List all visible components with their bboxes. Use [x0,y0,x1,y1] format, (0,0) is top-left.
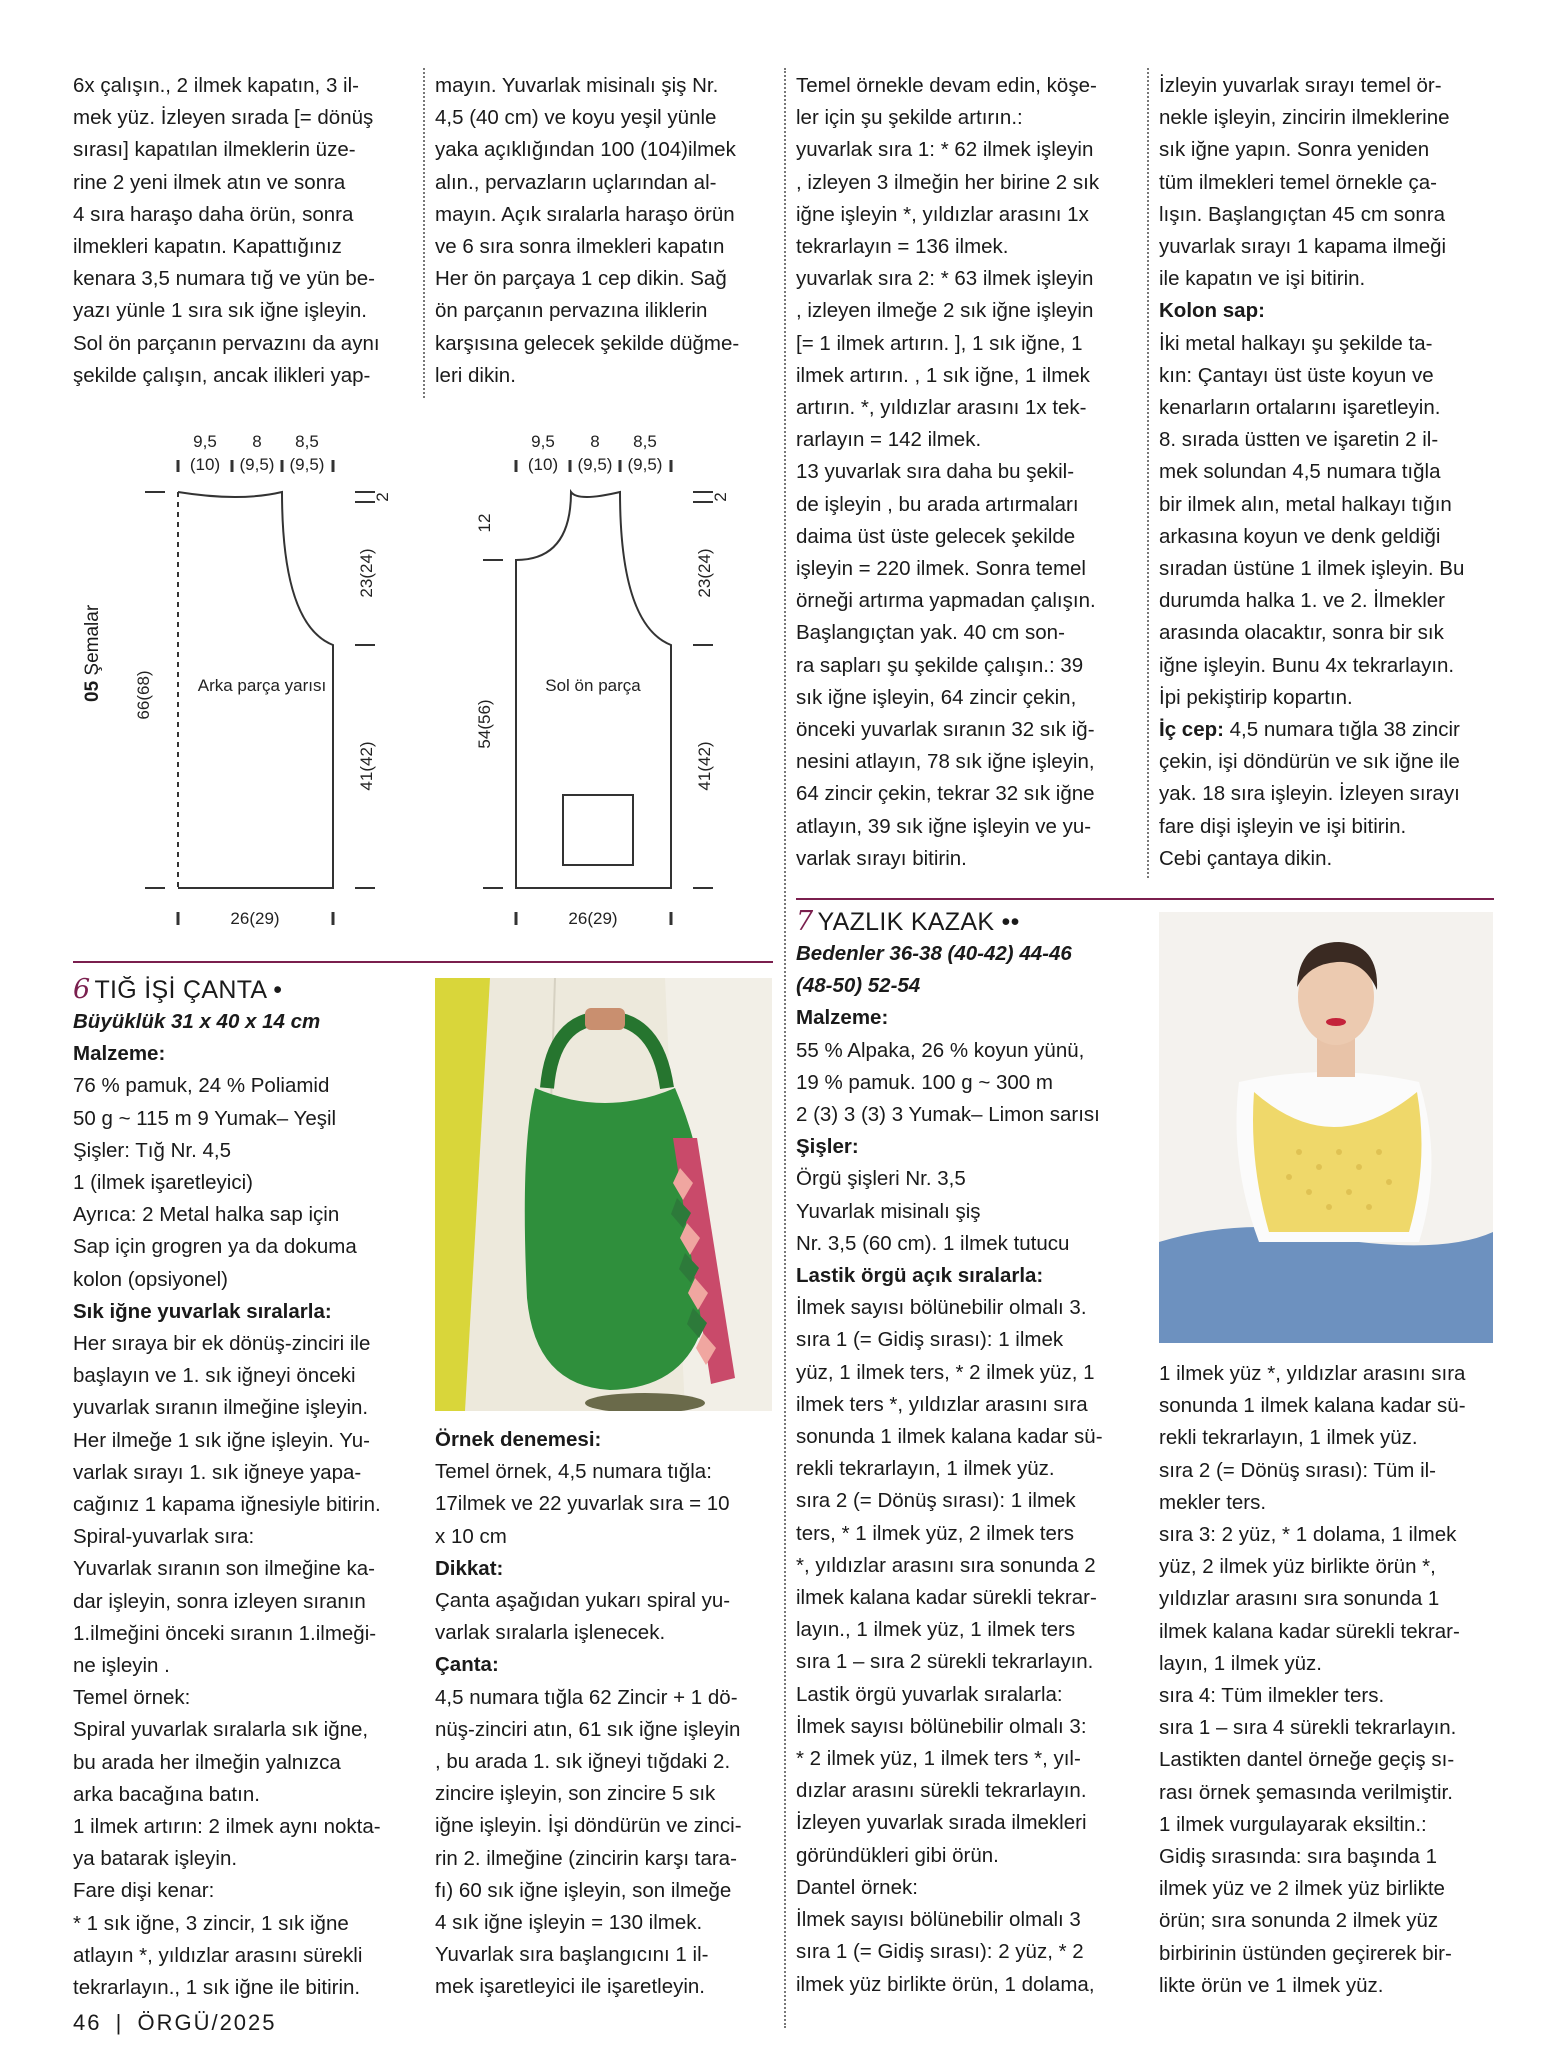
text-line: sıra 4: Tüm ilmekler ters. [1159,1684,1385,1708]
text-line: mekler ters. [1159,1490,1267,1514]
side-tab-label: Şemalar [82,604,103,676]
front-right-dim: 41(42) [695,741,714,791]
column-separator [784,68,786,2028]
text-line: 2 (3) 3 (3) 3 Yumak– Limon sarısı [796,1103,1100,1127]
text-line: lışın. Başlangıçtan 45 cm sonra [1159,202,1446,226]
section6-right [435,1424,772,2004]
text-line: *, yıldızlar arasını sıra sonunda 2 [796,1553,1096,1577]
text-line: 50 g ~ 115 m 9 Yumak– Yeşil [73,1106,337,1130]
section7-right [1159,1358,1493,2002]
text-line: mayın. Açık sıralarla haraşo örün [435,202,735,226]
front-top-dim-alt: (9,5) [627,455,663,474]
text-line: sıra 2 (= Dönüş sırası): Tüm il- [1159,1458,1437,1482]
text-line: önceki yuvarlak sıranın 32 sık iğ- [796,718,1095,742]
text-line: Temel örnekle devam edin, köşe- [796,74,1097,97]
text-line: sonunda 1 ilmek kalana kadar sü- [796,1425,1103,1449]
text-line: mek solundan 4,5 numara tığla [1159,460,1441,484]
front-label: Sol ön parça [545,676,641,695]
text-line: Sap için grogren ya da dokuma [73,1235,357,1259]
text-line: sırası] kapatılan ilmeklerin üze- [73,138,356,162]
back-right-dim: 41(42) [357,741,376,791]
text-line: örneği artırma yapmadan çalışın. [796,589,1096,613]
text-line: rası örnek şemasında verilmiştir. [1159,1780,1453,1804]
text-line: rekli tekrarlayın, 1 ilmek yüz. [1159,1426,1418,1450]
text-line: 64 zincir çekin, tekrar 32 sık iğne [796,782,1095,806]
text-line: başlayın ve 1. sık iğneyi önceki [73,1364,356,1388]
text-line: fı) 60 sık iğne işleyin, son ilmeğe [435,1878,732,1902]
text-line: layın, 1 ilmek yüz. [1159,1651,1322,1675]
page-number: 46 [73,2010,102,2035]
text-line: yüz, 2 ilmek yüz birlikte örün *, [1159,1555,1436,1579]
text-line: 1 (ilmek işaretleyici) [73,1171,253,1195]
text-line: birbirinin üstünden geçirerek bir- [1159,1941,1452,1965]
text-line: İlmek sayısı bölünebilir olmalı 3: [796,1714,1087,1738]
text-line: İpi pekiştirip kopartın. [1159,685,1353,709]
text-line: Malzeme: [73,1042,166,1066]
text-line: yuvarlak sıra 2: * 63 ilmek işleyin [796,267,1094,291]
text-line: 1.ilmeğini önceki sıranın 1.ilmeği- [73,1621,377,1645]
text-line: Lastikten dantel örneğe geçiş sı- [1159,1748,1455,1772]
text-line: ra sapları şu şekilde çalışın.: 39 [796,653,1084,677]
text-line: * 2 ilmek yüz, 1 ilmek ters *, yıl- [796,1747,1081,1771]
text-line: iğne işleyin *, yıldızlar arasını 1x [796,202,1089,226]
column-separator [423,68,425,398]
section7-number: 7 [796,906,814,937]
text-line: 8. sırada üstten ve işaretin 2 il- [1159,428,1439,452]
text-line: dar işleyin, sonra izleyen sıranın [73,1589,366,1613]
text-line: Her ilmeğe 1 sık iğne işleyin. Yu- [73,1428,371,1452]
side-tab-number: 05 [82,680,103,702]
text-line: Dantel örnek: [796,1875,918,1899]
text-line: Sol ön parçanın pervazını da aynı [73,331,380,355]
back-right-dim: 23(24) [357,548,376,598]
text-line: sık iğne yapın. Sonra yeniden [1159,138,1430,162]
front-left-dim: 54(56) [475,699,494,749]
text-line: Yuvarlak misinalı şiş [796,1199,981,1223]
text-line: yazı yünle 1 sıra sık iğne işleyin. [73,299,367,323]
front-top-dim-alt: (10) [527,455,559,474]
section6-left-body [73,1038,411,2004]
text-line: İki metal halkayı şu şekilde ta- [1159,331,1433,355]
text-line: Yuvarlak sıranın son ilmeğine ka- [73,1557,375,1581]
front-bottom-dim: 26(29) [568,909,618,928]
back-top-dim: 8 [252,432,262,451]
text-line: İzleyin yuvarlak sırayı temel ör- [1159,74,1442,97]
section6-rule [73,961,773,963]
section7-rule [796,898,1494,900]
text-line: cağınız 1 kapama iğnesiyle bitirin. [73,1493,381,1517]
text-line: ilmek ters *, yıldızlar arasını sıra [796,1392,1088,1416]
text-line: 55 % Alpaka, 26 % koyun yünü, [796,1038,1085,1062]
text-line: , izleyen 3 ilmeğin her birine 2 sık [796,170,1100,194]
text-line: Her sıraya bir ek dönüş-zinciri ile [73,1332,371,1356]
text-line: Başlangıçtan yak. 40 cm son- [796,621,1065,645]
text-line: ilmek yüz ve 2 ilmek yüz birlikte [1159,1877,1445,1901]
text-line: Ayrıca: 2 Metal halka sap için [73,1203,340,1227]
sweater-photo [1159,912,1493,1343]
text-line: örün; sıra sonunda 2 ilmek yüz [1159,1909,1439,1933]
text-line: varlak sırayı 1. sık iğneye yapa- [73,1460,362,1484]
text-line: rarlayın = 142 ilmek. [796,428,982,452]
text-line: arka bacağına batın. [73,1782,260,1806]
text-line: ilmek yüz birlikte örün, 1 dolama, [796,1972,1095,1996]
back-top-dim-alt: (9,5) [289,455,325,474]
section7-left [796,906,1133,2001]
text-line: göründükleri gibi örün. [796,1843,999,1867]
text-line: ve 6 sıra sonra ilmekleri kapatın [435,235,725,259]
text-line: tekrarlayın = 136 ilmek. [796,235,1009,259]
text-line: 4 sıra haraşo daha örün, sonra [73,202,354,226]
text-line: fare dişi işleyin ve işi bitirin. [1159,814,1407,838]
text-line: kolon (opsiyonel) [73,1267,228,1291]
text-line: nesini atlayın, 78 sık iğne işleyin, [796,750,1095,774]
text-line: bir ilmek alın, metal halkayı tığın [1159,492,1452,516]
text-line: Fare dişi kenar: [73,1879,215,1903]
text-line: sıra 1 (= Gidiş sırası): 1 ilmek [796,1328,1064,1352]
text-line: ilmekleri kapatın. Kapattığınız [73,235,342,259]
diagram-back [134,432,392,928]
text-line: arasında olacaktır, sonra bir sık [1159,621,1444,645]
text-line: de işleyin , bu arada artırmaları [796,492,1079,516]
text-line-rest: 4,5 numara tığla 38 zincir [1229,718,1460,742]
text-line: ön parçanın pervazına iliklerin [435,299,708,323]
text-line: alın., pervazların uçlarından al- [435,170,717,194]
text-line: varlak sıralarla işlenecek. [435,1621,666,1645]
text-line: sıra 1 (= Gidiş sırası): 2 yüz, * 2 [796,1940,1084,1964]
text-line: artırın. *, yıldızlar arasını 1x tek- [796,396,1087,420]
text-line: Nr. 3,5 (60 cm). 1 ilmek tutucu [796,1231,1070,1255]
text-line: 1 ilmek vurgulayarak eksiltin.: [1159,1812,1427,1836]
text-line: yaka açıklığından 100 (104)ilmek [435,138,736,162]
text-line: Çanta aşağıdan yukarı spiral yu- [435,1589,731,1613]
text-line: Şişler: [796,1135,859,1159]
text-line: zincire işleyin, son zincire 5 sık [435,1782,716,1806]
text-line: karşısına gelecek şekilde düğme- [435,331,740,355]
text-line: mek işaretleyici ile işaretleyin. [435,1975,706,1999]
text-line: Lastik örgü açık sıralarla: [796,1264,1044,1288]
text-line: Temel örnek, 4,5 numara tığla: [435,1460,712,1484]
text-line: tüm ilmekleri temel örnekle ça- [1159,170,1437,194]
col1-top-text [73,70,411,392]
text-line: rine 2 yeni ilmek atın ve sonra [73,170,346,194]
text-line: * 1 sık iğne, 3 zincir, 1 sık iğne [73,1911,349,1935]
text-line: Spiral yuvarlak sıralarla sık iğne, [73,1718,369,1742]
text-line: şekilde çalışın, ancak ilikleri yap- [73,363,371,387]
text-line: ilmek artırın. , 1 sık iğne, 1 ilmek [796,363,1090,387]
text-line: sıra 2 (= Dönüş sırası): 1 ilmek [796,1489,1076,1513]
text-line: işleyin = 220 ilmek. Sonra temel [796,557,1086,581]
section7-left-body [796,1002,1133,2000]
text-line: yüz, 1 ilmek ters, * 2 ilmek yüz, 1 [796,1360,1095,1384]
text-line: 1 ilmek yüz *, yıldızlar arasını sıra [1159,1362,1466,1385]
text-line: ler için şu şekilde artırın.: [796,106,1023,130]
side-tab [82,605,104,702]
text-line: İzleyen yuvarlak sırada ilmekleri [796,1811,1087,1835]
text-line: nüş-zinciri atın, 61 sık iğne işleyin [435,1717,741,1741]
text-line: sık iğne işleyin, 64 zincir çekin, [796,685,1077,709]
text-line: Temel örnek: [73,1686,191,1710]
col2-top-text [435,70,772,392]
text-line [1159,714,1493,746]
section7-sizes: (48-50) 52-54 [796,974,921,998]
text-line: yıldızlar arasını sıra sonunda 1 [1159,1587,1440,1611]
text-line: çekin, işi döndürün ve sık iğne ile [1159,750,1460,774]
text-line: Sık iğne yuvarlak sıralarla: [73,1299,332,1323]
text-line: Çanta: [435,1653,499,1677]
section6-number: 6 [73,974,91,1005]
text-line: sonunda 1 ilmek kalana kadar sü- [1159,1394,1466,1418]
text-line: İlmek sayısı bölünebilir olmalı 3. [796,1296,1087,1320]
text-line: bu arada her ilmeğin yalnızca [73,1750,341,1774]
back-right-dim: 2 [373,492,392,502]
text-line: 17ilmek ve 22 yuvarlak sıra = 10 [435,1492,730,1516]
page-footer: 46 | ÖRGÜ/2025 [73,2010,277,2035]
section7-title: YAZLIK KAZAK •• [817,908,1020,936]
front-left-dim: 12 [475,513,494,533]
text-line: Örnek denemesi: [435,1428,602,1451]
text-line: iğne işleyin. İşi döndürün ve zinci- [435,1814,742,1838]
text-line: ilmek kalana kadar sürekli tekrar- [796,1586,1097,1610]
text-line: yak. 18 sıra işleyin. İzleyen sırayı [1159,782,1460,806]
back-bottom-dim: 26(29) [230,909,280,928]
text-line: Gidiş sırasında: sıra başında 1 [1159,1845,1438,1869]
front-top-dim-alt: (9,5) [577,455,613,474]
text-line: x 10 cm [435,1524,507,1548]
text-line-lead: İç cep: [1159,718,1224,742]
text-line: Malzeme: [796,1006,889,1030]
text-line: , bu arada 1. sık iğneyi tığdaki 2. [435,1750,731,1774]
diagram-front [475,432,730,928]
text-line: 1 ilmek artırın: 2 ilmek aynı nokta- [73,1815,381,1839]
text-line: mek yüz. İzleyen sırada [= dönüş [73,106,374,130]
text-line: 19 % pamuk. 100 g ~ 300 m [796,1070,1053,1094]
column-separator [1147,68,1149,878]
front-top-dim: 9,5 [531,432,555,451]
text-line: kenarların ortalarını işaretleyin. [1159,396,1441,420]
text-line: nekle işleyin, zincirin ilmeklerine [1159,106,1450,130]
text-line: Kolon sap: [1159,299,1265,323]
text-line: Şişler: Tığ Nr. 4,5 [73,1138,231,1162]
bag-photo [435,978,772,1411]
text-line: rekli tekrarlayın, 1 ilmek yüz. [796,1457,1055,1481]
text-line: Yuvarlak sıra başlangıcını 1 il- [435,1943,709,1967]
col4-top-text [1159,70,1493,875]
text-line: kın: Çantayı üst üste koyun ve [1159,363,1434,387]
section6-title: TIĞ İŞİ ÇANTA • [94,976,283,1004]
text-line: arkasına koyun ve denk geldiği [1159,524,1441,548]
text-line: sıradan üstüne 1 ilmek işleyin. Bu [1159,557,1465,581]
text-line: ya batarak işleyin. [73,1847,238,1871]
front-top-dim: 8,5 [633,432,657,451]
pattern-diagrams [110,410,830,930]
back-label: Arka parça yarısı [197,676,327,695]
text-line: ile kapatın ve işi bitirin. [1159,267,1366,291]
text-line: Lastik örgü yuvarlak sıralarla: [796,1682,1063,1706]
text-line: rin 2. ilmeğine (zincirin karşı tara- [435,1846,737,1870]
text-line: durumda halka 1. ve 2. İlmekler [1159,589,1445,613]
section6-heading [73,974,411,1006]
text-line: ters, * 1 ilmek yüz, 2 ilmek ters [796,1521,1074,1545]
text-line: Dikkat: [435,1556,504,1580]
text-line: atlayın, 39 sık iğne işleyin ve yu- [796,814,1092,838]
text-line: Örgü şişleri Nr. 3,5 [796,1167,966,1191]
back-top-dim-alt: (10) [189,455,221,474]
text-line: 76 % pamuk, 24 % Poliamid [73,1074,330,1098]
text-line: Cebi çantaya dikin. [1159,846,1333,870]
text-line: sıra 1 – sıra 2 sürekli tekrarlayın. [796,1650,1094,1674]
text-line: yuvarlak sıranın ilmeğine işleyin. [73,1396,369,1420]
section7-heading [796,906,1133,938]
text-line: kenara 3,5 numara tığ ve yün be- [73,267,375,291]
section6-size: Büyüklük 31 x 40 x 14 cm [73,1010,321,1033]
text-line: İlmek sayısı bölünebilir olmalı 3 [796,1908,1081,1932]
section6-left [73,974,411,2004]
text-line: varlak sırayı bitirin. [796,846,967,870]
front-right-dim: 23(24) [695,548,714,598]
text-line: 13 yuvarlak sıra daha bu şekil- [796,460,1075,484]
text-line: daima üst üste gelecek şekilde [796,524,1076,548]
text-line: likte örün ve 1 ilmek yüz. [1159,1973,1384,1997]
text-line: 4,5 (40 cm) ve koyu yeşil yünle [435,106,717,130]
text-line: mayın. Yuvarlak misinalı şiş Nr. [435,74,719,97]
text-line: sıra 1 – sıra 4 sürekli tekrarlayın. [1159,1716,1457,1740]
text-line: Spiral-yuvarlak sıra: [73,1525,255,1549]
section7-sizes: Bedenler 36-38 (40-42) 44-46 [796,942,1072,965]
col3-top-text [796,70,1133,875]
front-top-dim: 8 [590,432,600,451]
text-line: ilmek kalana kadar sürekli tekrar- [1159,1619,1460,1643]
back-top-dim: 8,5 [295,432,319,451]
text-line: tekrarlayın., 1 sık iğne ile bitirin. [73,1976,361,2000]
text-line: Her ön parçaya 1 cep dikin. Sağ [435,267,727,291]
text-line: 6x çalışın., 2 ilmek kapatın, 3 il- [73,74,359,97]
back-top-dim: 9,5 [193,432,217,451]
text-line: leri dikin. [435,363,516,387]
text-line: , izleyen ilmeğe 2 sık iğne işleyin [796,299,1094,323]
back-left-dim: 66(68) [134,670,153,720]
text-line: iğne işleyin. Bunu 4x tekrarlayın. [1159,653,1455,677]
text-line: layın., 1 ilmek yüz, 1 ilmek ters [796,1618,1076,1642]
front-right-dim: 2 [711,492,730,502]
text-line: 4 sık iğne işleyin = 130 ilmek. [435,1911,703,1935]
magazine-name: ÖRGÜ/2025 [137,2010,277,2035]
text-line: ne işleyin . [73,1654,170,1678]
text-line: atlayın *, yıldızlar arasını sürekli [73,1943,363,1967]
text-line: yuvarlak sıra 1: * 62 ilmek işleyin [796,138,1094,162]
text-line: dızlar arasını sürekli tekrarlayın. [796,1779,1087,1803]
text-line: yuvarlak sırayı 1 kapama ilmeği [1159,235,1447,259]
text-line: sıra 3: 2 yüz, * 1 dolama, 1 ilmek [1159,1523,1457,1547]
back-top-dim-alt: (9,5) [239,455,275,474]
text-line: 4,5 numara tığla 62 Zincir + 1 dö- [435,1685,738,1709]
text-line: [= 1 ilmek artırın. ], 1 sık iğne, 1 [796,331,1083,355]
